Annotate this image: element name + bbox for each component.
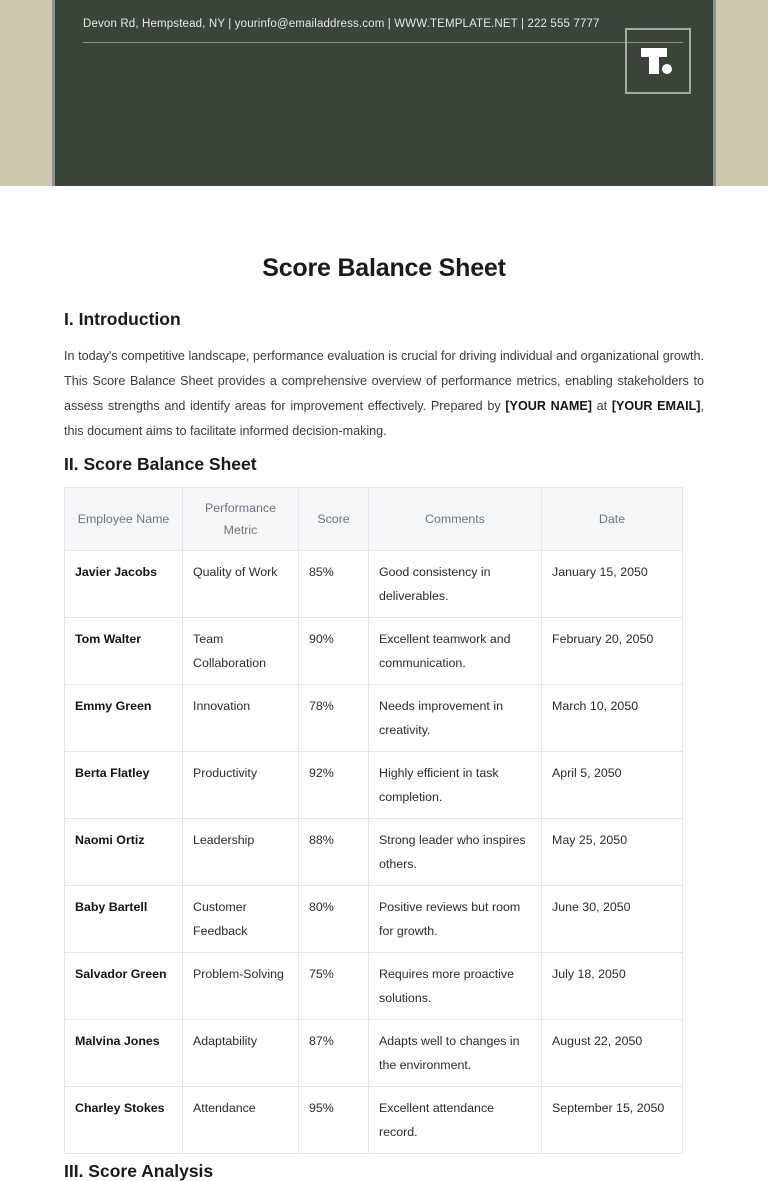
cell-score: 87%: [299, 1020, 369, 1087]
table-body: [65, 551, 683, 1154]
cell-employee-name: Malvina Jones: [65, 1020, 183, 1087]
table-header: [65, 488, 683, 551]
cell-score: 78%: [299, 685, 369, 752]
cell-performance-metric: Attendance: [183, 1087, 299, 1154]
cell-employee-name: Emmy Green: [65, 685, 183, 752]
table-row: [65, 685, 683, 752]
column-header-employee-name: Employee Name: [65, 488, 183, 551]
column-header-score: Score: [299, 488, 369, 551]
cell-employee-name: Baby Bartell: [65, 886, 183, 953]
cell-comments: Requires more proactive solutions.: [369, 953, 542, 1020]
document-body: [0, 254, 768, 1181]
cell-performance-metric: Problem-Solving: [183, 953, 299, 1020]
cell-performance-metric: Leadership: [183, 819, 299, 886]
cell-score: 75%: [299, 953, 369, 1020]
section-heading-score-balance-sheet: II. Score Balance Sheet: [64, 454, 257, 474]
cell-performance-metric: Customer Feedback: [183, 886, 299, 953]
contact-info-line: Devon Rd, Hempstead, NY | yourinfo@emailaddress.com | WWW.TEMPLATE.NET | 222 555 7777: [83, 18, 600, 30]
intro-text-part-2: at: [591, 399, 612, 413]
cell-comments: Highly efficient in task completion.: [369, 752, 542, 819]
cell-score: 95%: [299, 1087, 369, 1154]
cell-date: August 22, 2050: [542, 1020, 683, 1087]
logo-t-icon: [641, 44, 675, 78]
table-row: [65, 953, 683, 1020]
cell-performance-metric: Adaptability: [183, 1020, 299, 1087]
banner-divider-line: [83, 42, 683, 43]
cell-performance-metric: Quality of Work: [183, 551, 299, 618]
cell-score: 88%: [299, 819, 369, 886]
cell-date: July 18, 2050: [542, 953, 683, 1020]
intro-text-part-3: , this document aims to facilitate informed decision-making.: [64, 399, 704, 438]
cell-score: 92%: [299, 752, 369, 819]
table-row: [65, 551, 683, 618]
table-header-row: [65, 488, 683, 551]
page-title: Score Balance Sheet: [262, 254, 506, 282]
cell-date: June 30, 2050: [542, 886, 683, 953]
cell-comments: Excellent teamwork and communication.: [369, 618, 542, 685]
cell-date: September 15, 2050: [542, 1087, 683, 1154]
cell-comments: Excellent attendance record.: [369, 1087, 542, 1154]
cell-employee-name: Salvador Green: [65, 953, 183, 1020]
intro-text-part-1: In today's competitive landscape, performance evaluation is crucial for driving individual and organizational growth. This Score Balance Sheet provides a comprehensive overview of performance metrics, enabling stakeholders to assess strengths and identify areas for improvement effectively. Prepared by: [64, 349, 704, 413]
table-row: [65, 1087, 683, 1154]
column-header-comments: Comments: [369, 488, 542, 551]
section-heading-introduction: I. Introduction: [64, 309, 181, 329]
cell-comments: Strong leader who inspires others.: [369, 819, 542, 886]
cell-comments: Adapts well to changes in the environment.: [369, 1020, 542, 1087]
cell-date: February 20, 2050: [542, 618, 683, 685]
logo-dot-icon: [662, 64, 672, 74]
company-logo: [625, 28, 691, 94]
banner-right-strip: [716, 0, 768, 186]
banner-content: [55, 0, 713, 186]
cell-comments: Positive reviews but room for growth.: [369, 886, 542, 953]
cell-date: January 15, 2050: [542, 551, 683, 618]
cell-comments: Good consistency in deliverables.: [369, 551, 542, 618]
cell-employee-name: Berta Flatley: [65, 752, 183, 819]
cell-performance-metric: Productivity: [183, 752, 299, 819]
table-row: [65, 886, 683, 953]
cell-date: May 25, 2050: [542, 819, 683, 886]
intro-your-name-placeholder: [YOUR NAME]: [505, 399, 592, 413]
cell-comments: Needs improvement in creativity.: [369, 685, 542, 752]
cell-employee-name: Tom Walter: [65, 618, 183, 685]
cell-employee-name: Naomi Ortiz: [65, 819, 183, 886]
column-header-date: Date: [542, 488, 683, 551]
logo-t-stem: [649, 48, 659, 74]
cell-date: March 10, 2050: [542, 685, 683, 752]
cell-employee-name: Javier Jacobs: [65, 551, 183, 618]
cell-score: 85%: [299, 551, 369, 618]
introduction-paragraph: [64, 344, 704, 444]
banner-left-strip: [0, 0, 52, 186]
cell-employee-name: Charley Stokes: [65, 1087, 183, 1154]
cell-score: 90%: [299, 618, 369, 685]
section-heading-score-analysis: III. Score Analysis: [64, 1161, 214, 1181]
cell-date: April 5, 2050: [542, 752, 683, 819]
table-row: [65, 752, 683, 819]
table-row: [65, 819, 683, 886]
table-row: [65, 618, 683, 685]
letterhead-banner: [0, 0, 768, 186]
column-header-performance-metric: Performance Metric: [183, 488, 299, 551]
cell-performance-metric: Team Collaboration: [183, 618, 299, 685]
intro-your-email-placeholder: [YOUR EMAIL]: [611, 399, 701, 413]
score-balance-table: [64, 487, 683, 1154]
table-row: [65, 1020, 683, 1087]
cell-score: 80%: [299, 886, 369, 953]
cell-performance-metric: Innovation: [183, 685, 299, 752]
